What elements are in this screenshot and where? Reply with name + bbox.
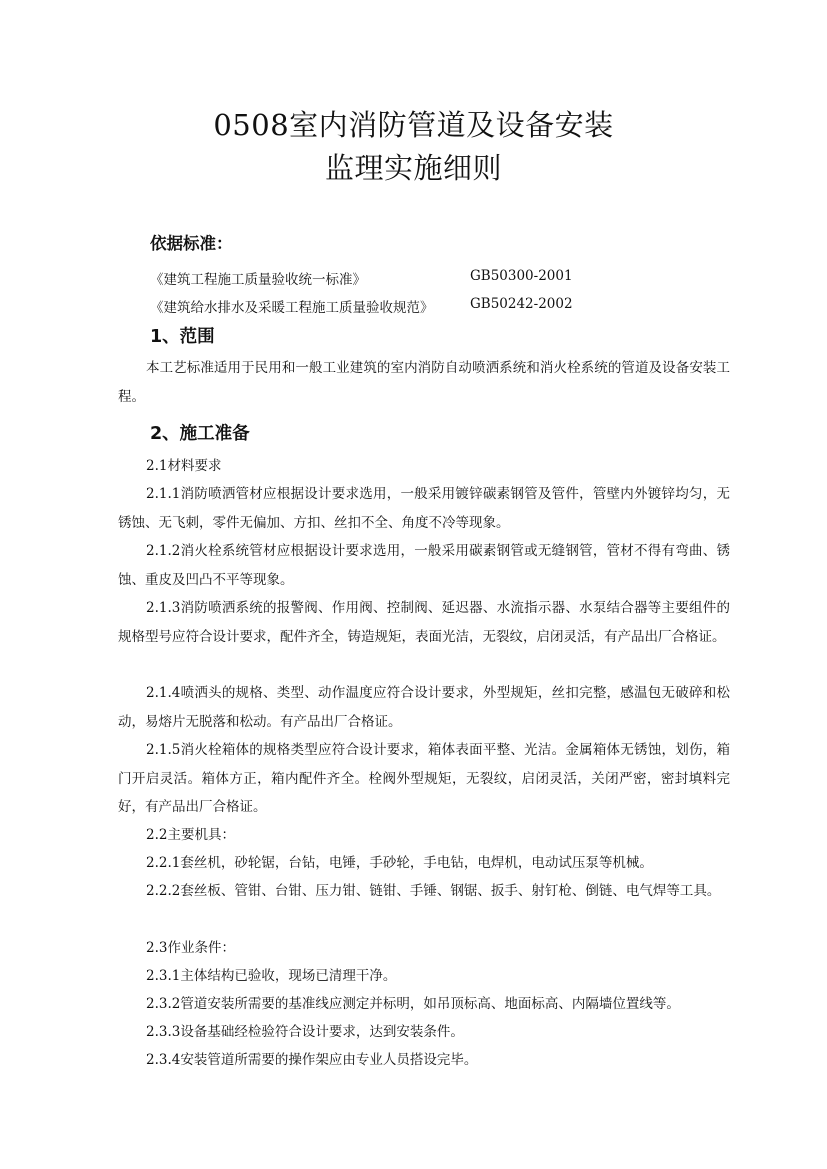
subsection-conditions: 2.3作业条件： [146,940,235,956]
paragraph-2-2-2: 2.2.2套丝板、管钳、台钳、压力钳、链钳、手锤、钢锯、扳手、射钉枪、倒链、电气焊等工具。 [146,883,721,899]
subsection-materials: 2.1材料要求 [146,458,222,474]
paragraph-2-1-3: 2.1.3消防喷洒系统的报警阀、作用阀、控制阀、延迟器、水流指示器、水泵结合器等主要组件的规格型号应符合设计要求，配件齐全，铸造规矩，表面光洁，无裂纹，启闭灵活，有产品出厂合格证。 [118,600,730,645]
standard-code: GB50300-2001 [470,268,573,284]
paragraph-2-1-4: 2.1.4喷洒头的规格、类型、动作温度应符合设计要求，外型规矩，丝扣完整，感温包无破碎和松动，易熔片无脱落和松动。有产品出厂合格证。 [118,685,730,730]
paragraph-2-3-1: 2.3.1主体结构已验收，现场已清理干净。 [146,968,397,984]
standard-code: GB50242-2002 [470,296,573,312]
scope-paragraph: 本工艺标准适用于民用和一般工业建筑的室内消防自动喷洒系统和消火栓系统的管道及设备安装工程。 [118,360,730,405]
paragraph-2-2-1: 2.2.1套丝机，砂轮锯，台钻，电锤，手砂轮，手电钻，电焊机，电动试压泵等机械。 [146,855,653,871]
standard-row [150,268,573,288]
standard-row [150,296,573,316]
paragraph-2-3-3: 2.3.3设备基础经检验符合设计要求，达到安装条件。 [146,1024,464,1040]
paragraph-2-3-4: 2.3.4安装管道所需要的操作架应由专业人员搭设完毕。 [146,1052,478,1068]
subsection-tools: 2.2主要机具： [146,827,235,843]
section-heading-preparation: 2、施工准备 [150,424,250,444]
standard-name: 《建筑给水排水及采暖工程施工质量验收规范》 [150,300,434,316]
paragraph-2-1-5: 2.1.5消火栓箱体的规格类型应符合设计要求，箱体表面平整、光洁。金属箱体无锈蚀，划伤，箱门开启灵活。箱体方正，箱内配件齐全。栓阀外型规矩，无裂纹，启闭灵活，关闭严密，密封填料完好，有产品出厂合格证。 [118,742,730,815]
paragraph-2-1-1: 2.1.1消防喷洒管材应根据设计要求选用，一般采用镀锌碳素钢管及管件，管壁内外镀锌均匀，无锈蚀、无飞刺，零件无偏加、方扣、丝扣不全、角度不冷等现象。 [118,486,730,531]
document-title-line1: 0508室内消防管道及设备安装 [213,108,614,142]
document-title-line2: 监理实施细则 [324,151,502,185]
section-heading-scope: 1、范围 [150,327,215,347]
paragraph-2-1-2: 2.1.2消火栓系统管材应根据设计要求选用，一般采用碳素钢管或无缝钢管，管材不得有弯曲、锈蚀、重皮及凹凸不平等现象。 [118,543,730,588]
standard-name: 《建筑工程施工质量验收统一标准》 [150,272,366,288]
basis-heading: 依据标准： [150,234,233,253]
paragraph-2-3-2: 2.3.2管道安装所需要的基准线应测定并标明，如吊顶标高、地面标高、内隔墙位置线等。 [146,996,680,1012]
